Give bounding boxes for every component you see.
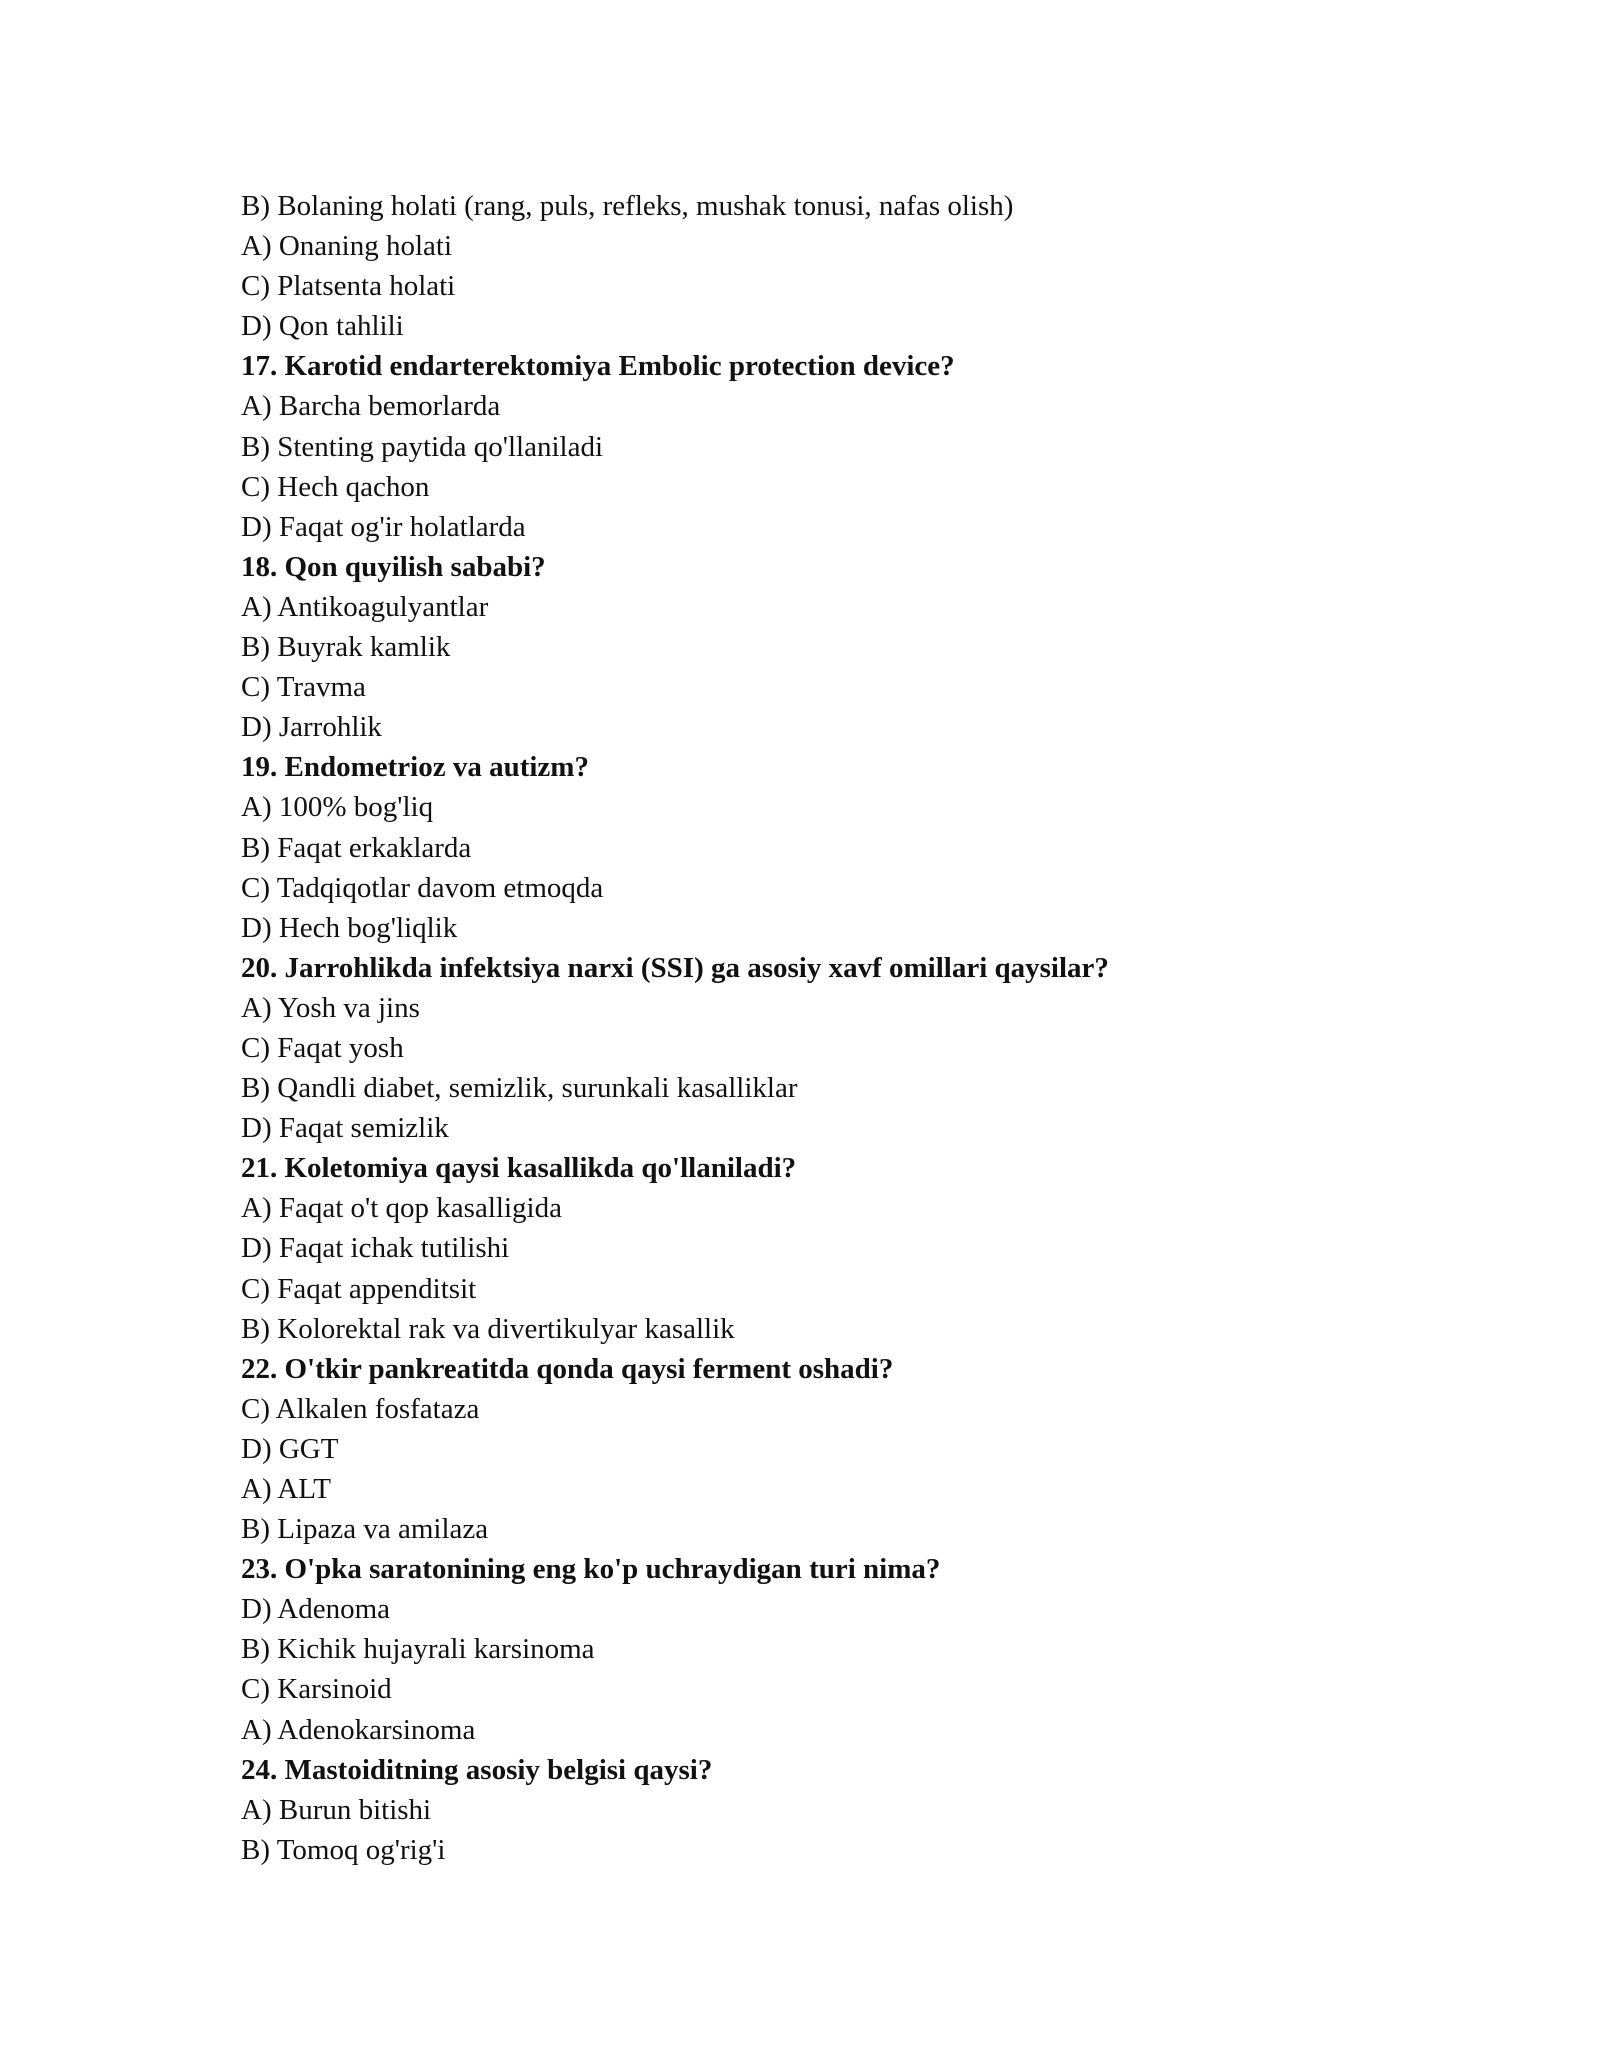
answer-option: D) GGT — [241, 1432, 339, 1465]
answer-option: C) Travma — [241, 671, 366, 704]
answer-option: C) Tadqiqotlar davom etmoqda — [241, 871, 604, 904]
answer-option: C) Hech qachon — [241, 470, 430, 503]
answer-option: D) Qon tahlili — [241, 310, 404, 343]
answer-option: C) Platsenta holati — [241, 270, 456, 303]
question-heading: 17. Karotid endarterektomiya Embolic protection device? — [241, 350, 955, 383]
answer-option: D) Faqat semizlik — [241, 1112, 449, 1145]
answer-option: B) Buyrak kamlik — [241, 631, 451, 664]
answer-option: D) Hech bog'liqlik — [241, 911, 458, 944]
answer-option: B) Qandli diabet, semizlik, surunkali kasalliklar — [241, 1072, 798, 1105]
answer-option: B) Lipaza va amilaza — [241, 1513, 489, 1546]
answer-option: B) Faqat erkaklarda — [241, 831, 472, 864]
document-page — [241, 186, 1441, 1870]
answer-option: B) Stenting paytida qo'llaniladi — [241, 430, 604, 463]
answer-option: A) Onaning holati — [241, 230, 453, 263]
answer-option: C) Faqat appenditsit — [241, 1272, 477, 1305]
answer-option: A) Antikoagulyantlar — [241, 590, 489, 623]
question-heading: 18. Qon quyilish sababi? — [241, 550, 546, 583]
answer-option: C) Alkalen fosfataza — [241, 1392, 480, 1425]
answer-option: A) Burun bitishi — [241, 1793, 432, 1826]
answer-option: C) Karsinoid — [241, 1673, 392, 1706]
answer-option: D) Faqat og'ir holatlarda — [241, 510, 526, 543]
answer-option: B) Kichik hujayrali karsinoma — [241, 1633, 595, 1666]
answer-option: B) Kolorektal rak va divertikulyar kasallik — [241, 1312, 735, 1345]
question-heading: 22. O'tkir pankreatitda qonda qaysi ferment oshadi? — [241, 1352, 894, 1385]
answer-option: C) Faqat yosh — [241, 1031, 404, 1064]
answer-option: D) Adenoma — [241, 1593, 390, 1626]
question-heading: 24. Mastoiditning asosiy belgisi qaysi? — [241, 1753, 713, 1786]
answer-option: B) Tomoq og'rig'i — [241, 1833, 446, 1866]
answer-option: D) Jarrohlik — [241, 711, 382, 744]
answer-option: A) Adenokarsinoma — [241, 1713, 476, 1746]
question-heading: 20. Jarrohlikda infektsiya narxi (SSI) ga asosiy xavf omillari qaysilar? — [241, 951, 1109, 984]
answer-option: A) Faqat o't qop kasalligida — [241, 1192, 562, 1225]
question-heading: 19. Endometrioz va autizm? — [241, 751, 589, 784]
answer-option: A) Yosh va jins — [241, 991, 420, 1024]
answer-option: A) ALT — [241, 1473, 331, 1505]
question-heading: 23. O'pka saratonining eng ko'p uchraydigan turi nima? — [241, 1553, 941, 1586]
answer-option: A) Barcha bemorlarda — [241, 390, 501, 423]
question-heading: 21. Koletomiya qaysi kasallikda qo'llaniladi? — [241, 1152, 797, 1185]
answer-option: A) 100% bog'liq — [241, 791, 434, 824]
answer-option: B) Bolaning holati (rang, puls, refleks, mushak tonusi, nafas olish) — [241, 190, 1014, 222]
answer-option: D) Faqat ichak tutilishi — [241, 1232, 510, 1265]
